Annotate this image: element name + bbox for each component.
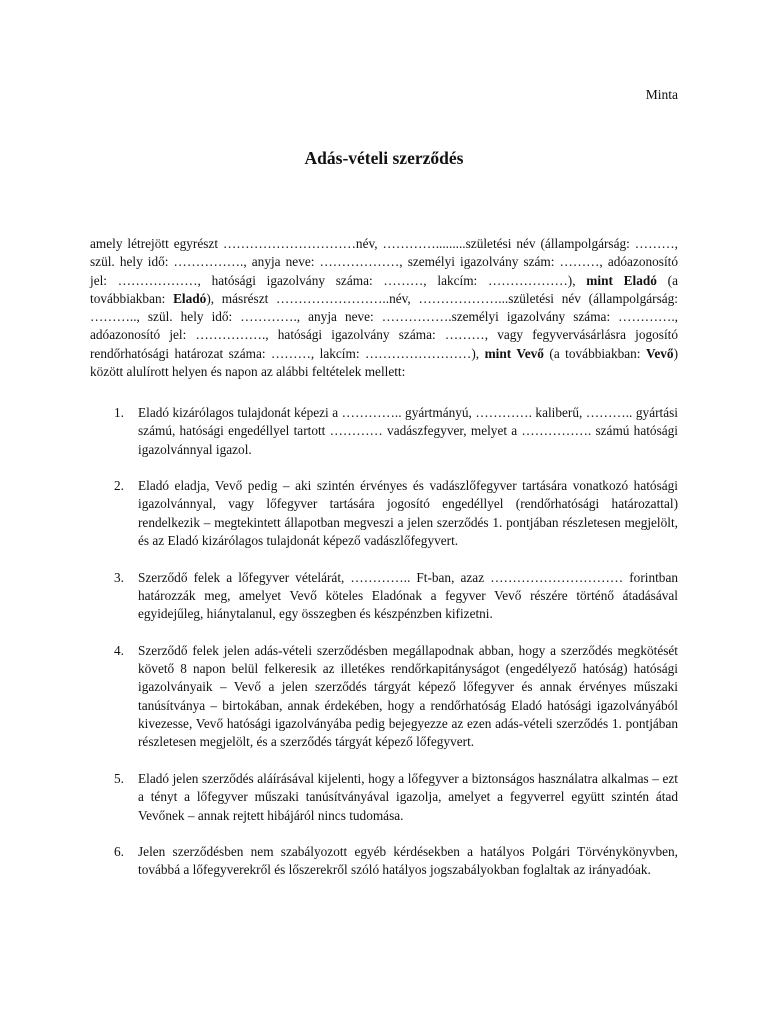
template-label: Minta	[645, 87, 678, 102]
clause-text: Jelen szerződésben nem szabályozott egyéb kérdésekben a hatályos Polgári Törvénykönyvben, továbbá a lőfegyverekről és lőszerekről szóló hatályos jogszabályokban foglaltak az irányadóak.	[138, 844, 678, 878]
buyer-short: Vevő	[645, 345, 674, 361]
intro-text-4: (a továbbiakban:	[543, 345, 646, 361]
clause-text: Eladó jelen szerződés aláírásával kijelenti, hogy a lőfegyver a biztonságos használatra alkalmas – ezt a tényt a lőfegyver műszaki tanúsítványával igazolja, amelyet a fegyverrel együtt szintén átad Vevőnek – annak rejtett hibájáról nincs tudomása.	[138, 770, 678, 823]
intro-text-1: amely létrejött egyrészt …………………………név, ………….........születési név (állampolgárság: ………, szül. hely idő: ……………., anyja neve: ………………, személyi igazolvány szám: ………, adóazonosító jel: ………………, hatósági igazolvány száma: ………, lakcím: ………………),	[90, 236, 678, 288]
clause-text: Eladó kizárólagos tulajdonát képezi a ………….. gyártmányú, …………. kaliberű, ……….. gyártási számú, hatósági engedéllyel tartott ………… vadászfegyver, melyet a ……………. számú hatósági igazolvánnyal igazol.	[138, 405, 678, 457]
clause-item	[90, 642, 678, 752]
intro-text-5: ) között alulírott helyen és napon az alábbi feltételek mellett:	[90, 345, 678, 380]
clause-item	[90, 843, 678, 880]
clause-item	[90, 477, 678, 550]
seller-short: Eladó	[173, 290, 207, 306]
clause-number: 5.	[114, 770, 124, 786]
intro-text-3: ), másrészt ……………………..név, ………………...születési név (állampolgárság: ……….., szül. hely idő: …………., anyja neve: …………….személyi igazolvány száma: …………., adóazonosító jel: ……………., hatósági igazolvány száma: ………, vagy fegyvervásárlásra jogosító rendőrhatósági határozat száma: ………, lakcím: ……………………),	[90, 290, 678, 361]
clause-text: Szerződő felek a lőfegyver vételárát, ………….. Ft-ban, azaz ………………………… forintban határozzák meg, amelyet Vevő köteles Eladónak a fegyver Vevő részére történő átadásával egyidejűleg, hiánytalanul, egy összegben és készpénzben kifizetni.	[138, 569, 678, 622]
seller-role: mint Eladó	[586, 272, 657, 288]
clause-number: 1.	[114, 405, 124, 420]
intro-paragraph	[90, 235, 678, 381]
clause-number: 4.	[114, 642, 124, 658]
buyer-role: mint Vevő	[484, 345, 544, 361]
clause-item	[90, 569, 678, 624]
clause-number: 3.	[114, 569, 124, 585]
document-title: Adás-vételi szerződés	[304, 148, 464, 168]
clause-item	[90, 404, 678, 459]
clause-item	[90, 770, 678, 825]
clause-number: 6.	[114, 844, 124, 860]
clause-number: 2.	[114, 478, 124, 494]
intro-text-2: (a továbbiakban:	[90, 272, 678, 306]
clause-text: Szerződő felek jelen adás-vételi szerződésben megállapodnak abban, hogy a szerződés megkötését követő 8 napon belül felkeresik az illetékes rendőrkapitányságot (engedélyező hatóság) hatósági igazolványaik – Vevő a jelen szerződés tárgyát képező lőfegyver és annak érvényes műszaki tanúsítványa – birtokában, annak érdekében, hogy a rendőrhatóság Eladó hatósági igazolványából kivezesse, Vevő hatósági igazolványába pedig bejegyezze az ezen adás-vételi szerződés 1. pontjában részletesen megjelölt, és a szerződés tárgyát képező lőfegyvert.	[138, 642, 678, 750]
clause-text: Eladó eladja, Vevő pedig – aki szintén érvényes és vadászlőfegyver tartására vonatkozó hatósági igazolvánnyal, vagy lőfegyver tartására jogosító engedéllyel (rendőrhatósági határozattal) rendelkezik – megtekintett állapotban megveszi a jelen szerződés 1. pontjában részletesen megjelölt, és az Eladó kizárólagos tulajdonát képező vadászlőfegyvert.	[138, 478, 678, 549]
clause-list	[90, 404, 678, 898]
